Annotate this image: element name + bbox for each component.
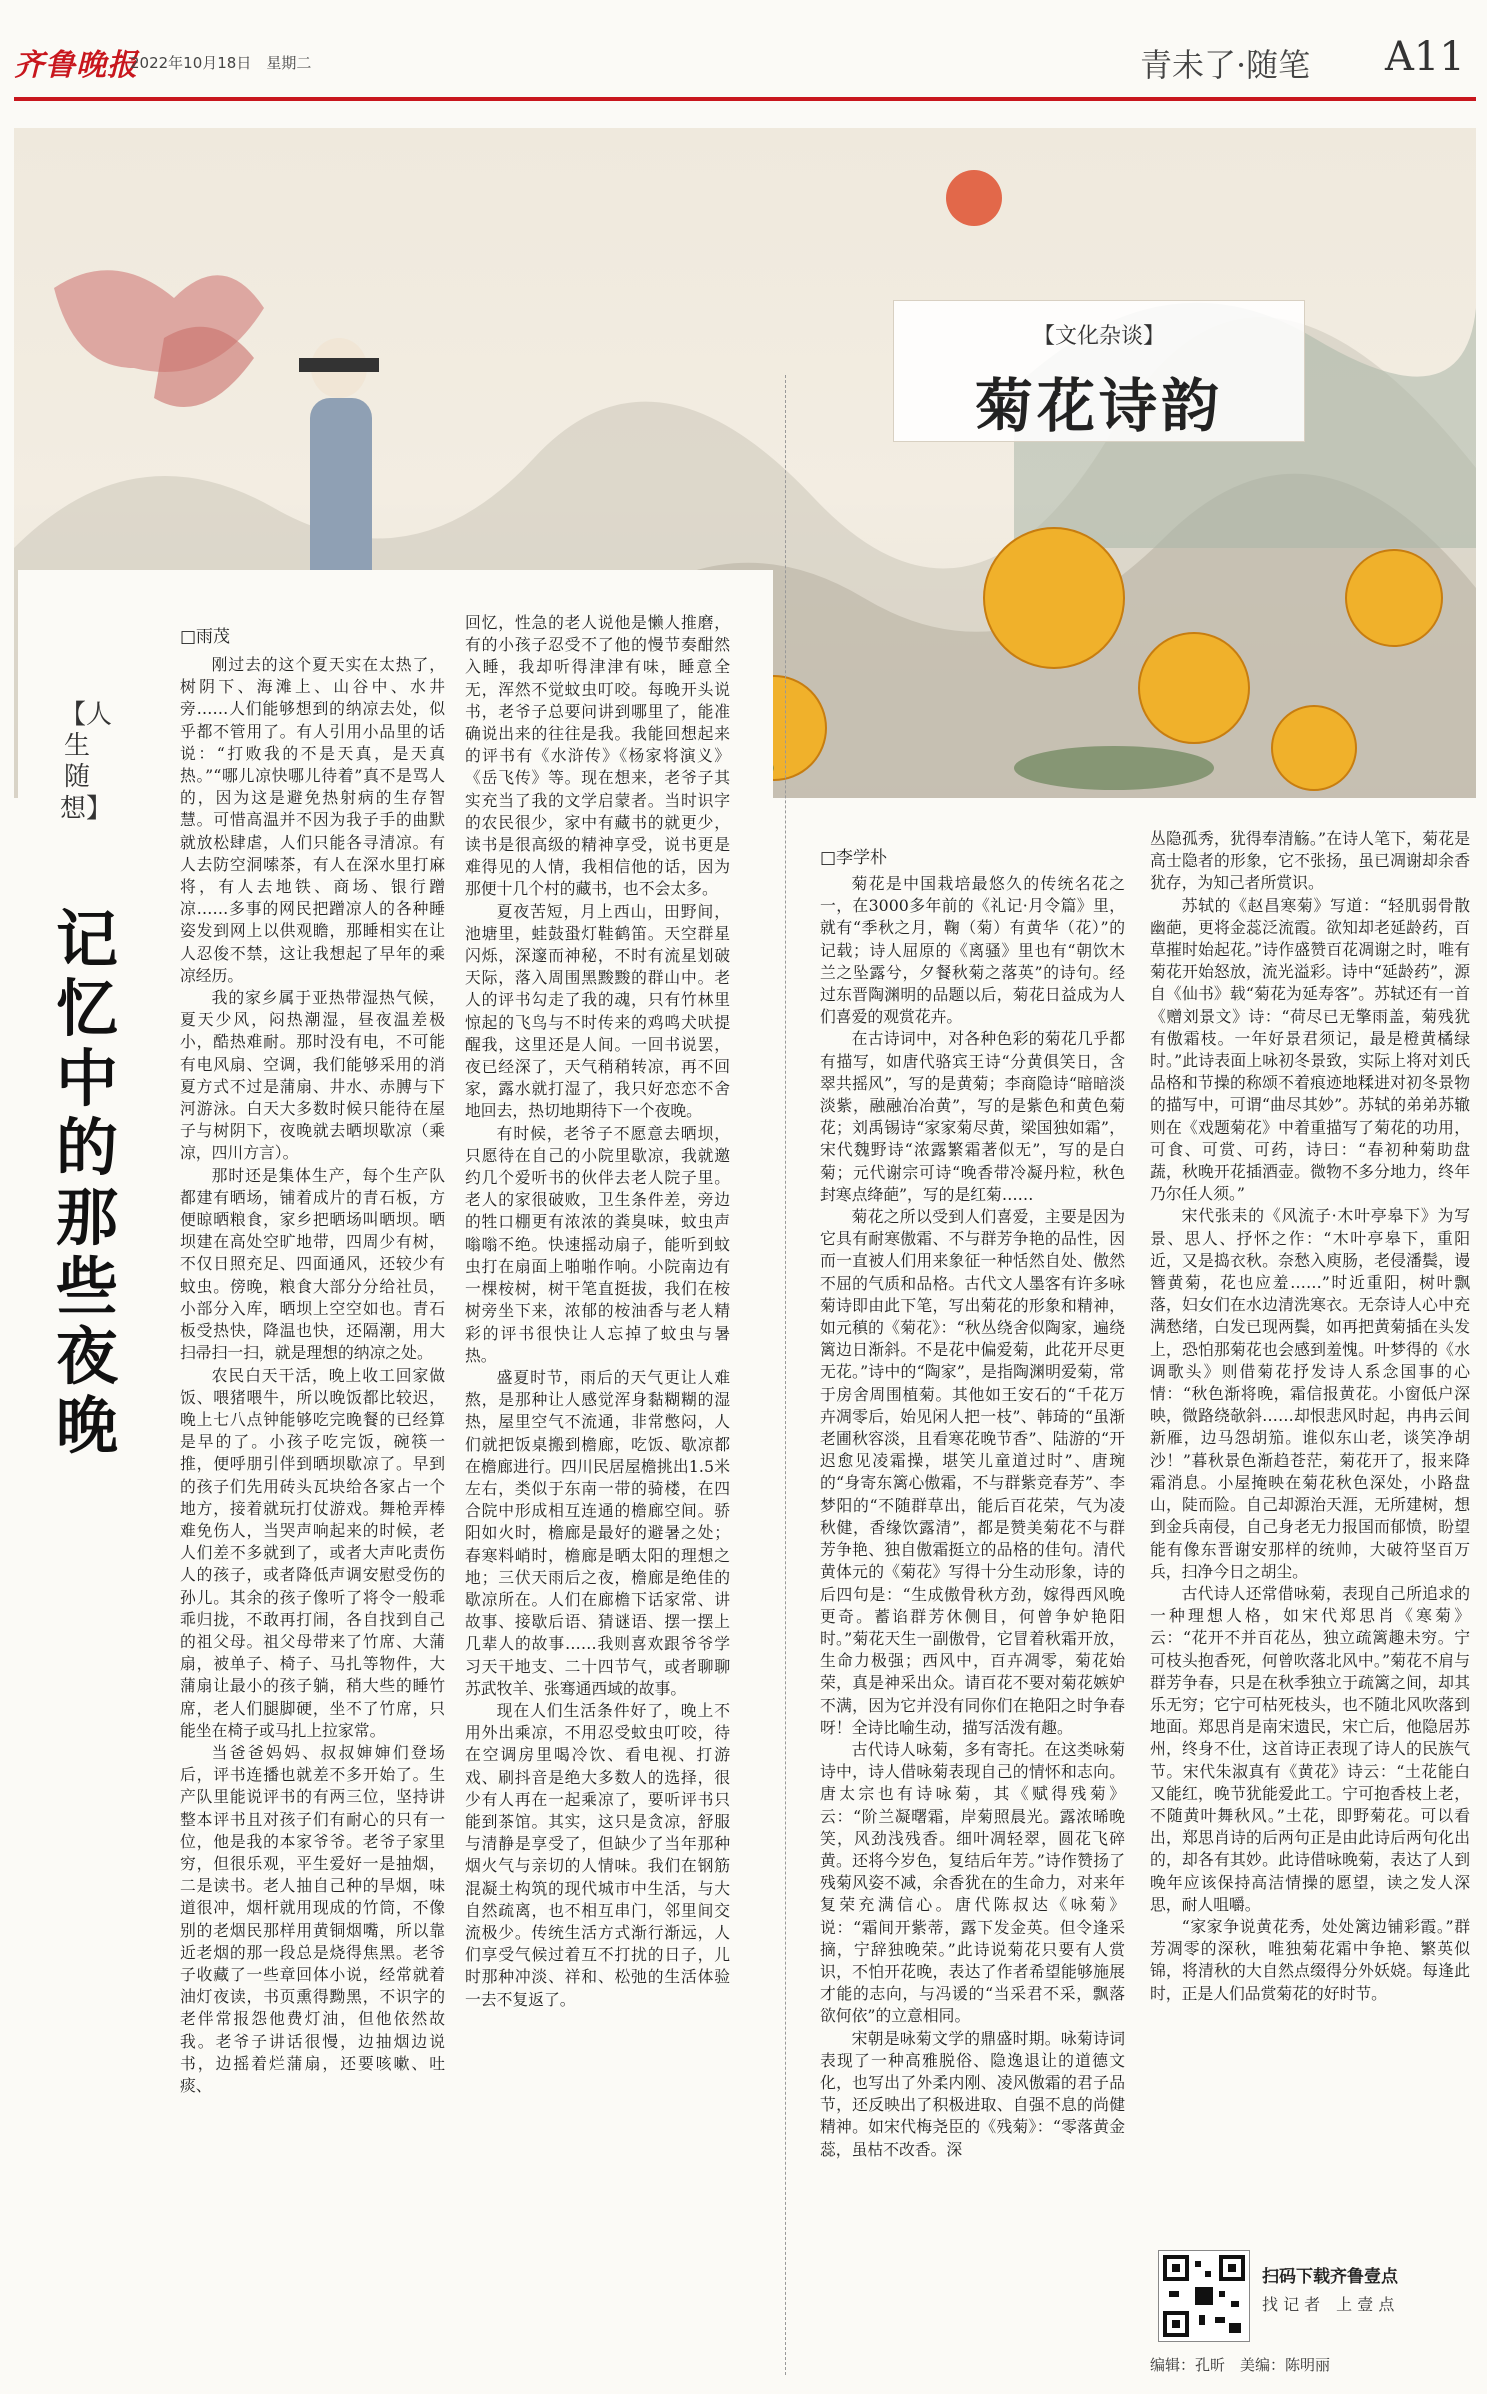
paragraph: 宋代张耒的《风流子·木叶亭皋下》为写景、思人、抒怀之作：“木叶亭皋下，重阳近，又是捣衣秋。奈愁入庾肠，老侵潘鬓，谩簪黄菊，花也应羞……”时近重阳，树叶飘落，妇女们在水边清洗寒衣。无奈诗人心中充满愁绪，白发已现两鬓，如再把黄菊插在头发上，恐怕那菊花也会感到羞愧。叶梦得的《水调歌头》则借菊花抒发诗人系念国事的心情：“秋色渐将晚，霜信报黄花。小窗低户深映，微路绕欹斜……却恨悲风时起，冉冉云间新雁，边马怨胡笳。谁似东山老，谈笑净胡沙！”暮秋景色渐趋苍茫，菊花开了，报来降霜消息。小屋掩映在菊花秋色深处，小路盘山，陡而险。自己却源治天涯，无所建树，想到金兵南侵，自己身老无力报国而郁愤，盼望能有像东晋谢安那样的统帅，大破符坚百万兵，扫净今日之胡尘。 [1150, 1206, 1470, 1581]
editor-credits: 编辑：孔昕 美编：陈明丽 [1150, 2356, 1331, 2374]
header-rule [14, 97, 1476, 101]
section-name: 青未了·随笔 [1140, 46, 1311, 84]
qr-subcaption: 找 记 者 上 壹 点 [1262, 2295, 1395, 2314]
side-headline: 记忆中的那些夜晚 [55, 903, 118, 1463]
paragraph: 苏轼的《赵昌寒菊》写道：“轻肌弱骨散幽葩，更将金蕊泛流霞。欲知却老延龄药，百草摧时始起花。”诗作盛赞百花凋谢之时，唯有菊花开始怒放，流光溢彩。诗中“延龄药”，源自《仙书》载“菊花为延寿客”。苏轼还有一首《赠刘景文》诗：“荷尽已无擎雨盖，菊残犹有傲霜枝。一年好景君须记，最是橙黄橘绿时。”此诗表面上咏初冬景致，实际上将对刘氏品格和节操的称颂不着痕迹地糅进对初冬景物的描写中，可谓“曲尽其妙”。苏轼的弟弟苏辙则在《戏题菊花》中着重描写了菊花的功用，可食、可赏、可药，诗曰：“春初种菊助盘蔬，秋晚开花插酒壶。微物不多分地力，终年乃尔任人须。” [1150, 895, 1470, 1204]
issue-date: 2022年10月18日 星期二 [130, 54, 312, 72]
paragraph: 我的家乡属于亚热带湿热气候，夏天少风，闷热潮湿，昼夜温差极小，酷热难耐。那时没有电，不可能有电风扇、空调，我们能够采用的消夏方式不过是蒲扇、井水、赤膊与下河游泳。白天大多数时候只能待在屋子与树阴下，夜晚就去晒坝歇凉（乘凉，四川方言）。 [180, 988, 445, 1163]
paragraph: “家家争说黄花秀，处处篱边铺彩霞。”群芳凋零的深秋，唯独菊花霜中争艳、繁英似锦，将清秋的大自然点缀得分外妖娆。每逢此时，正是人们品赏菊花的好时节。 [1150, 1916, 1470, 2003]
paragraph: 菊花是中国栽培最悠久的传统名花之一，在3000多年前的《礼记·月令篇》里，就有“季秋之月，鞠（菊）有黄华（花）”的记载；诗人屈原的《离骚》里也有“朝饮木兰之坠露兮，夕餐秋菊之落英”的诗句。经过东晋陶渊明的品题以后，菊花日益成为人们喜爱的观赏花卉。 [820, 874, 1125, 1027]
page-number: A11 [1385, 34, 1465, 80]
paragraph: 古代诗人咏菊，多有寄托。在这类咏菊诗中，诗人借咏菊表现自己的情怀和志向。唐太宗也有诗咏菊，其《赋得残菊》云：“阶兰凝曙霜，岸菊照晨光。露浓晞晚笑，风劲浅残香。细叶凋轻翠，圆花飞碎黄。还将今岁色，复结后年芳。”诗作赞扬了残菊风姿不减，余香犹在的生命力，对来年复荣充满信心。唐代陈叔达《咏菊》说：“霜间开紫蒂，露下发金英。但令逢采摘，宁辞独晚荣。”此诗说菊花只要有人赏识，不怕开花晚，表达了作者希望能够施展才能的志向，与冯谖的“当采君不采，飘落欲何依”的立意相同。 [820, 1739, 1125, 2026]
side-byline: □雨茂 [180, 627, 231, 647]
paragraph: 盛夏时节，雨后的天气更让人难熬，是那种让人感觉浑身黏糊糊的湿热，屋里空气不流通，非常憋闷，人们就把饭桌搬到檐廊，吃饭、歇凉都在檐廊进行。四川民居屋檐挑出1.5米左右，类似于东南一带的骑楼，在四合院中形成相互连通的檐廊空间。骄阳如火时，檐廊是最好的避暑之处；春寒料峭时，檐廊是晒太阳的理想之地；三伏天雨后之夜，檐廊是绝佳的歇凉所在。人们在廊檐下话家常、讲故事、接歇后语、猜谜语、摆一摆上几辈人的故事……我则喜欢跟爷爷学习天干地支、二十四节气，或者聊聊苏武牧羊、张骞通西域的故事。 [465, 1367, 730, 1698]
feature-column-tag: 【文化杂谈】 [1032, 324, 1165, 349]
column-divider [785, 375, 787, 2375]
paragraph: 有时候，老爷子不愿意去晒坝，只愿待在自己的小院里歇凉，我就邀约几个爱听书的伙伴去老人院子里。老人的家很破败，卫生条件差，旁边的牲口棚更有浓浓的粪臭味，蚊虫声嗡嗡不绝。快速摇动扇子，能听到蚊虫打在扇面上啪啪作响。小院南边有一棵桉树，树干笔直挺拔，我们在桉树旁坐下来，浓郁的桉油香与老人精彩的评书很快让人忘掉了蚊虫与暑热。 [465, 1123, 730, 1365]
side-column-tag: 【人生随想】 [60, 700, 113, 824]
paragraph: 那时还是集体生产，每个生产队都建有晒场，铺着成片的青石板，方便晾晒粮食，家乡把晒场叫晒坝。晒坝建在高处空旷地带，四周少有树，不仅日照充足、四面通风，还较少有蚊虫。傍晚，粮食大部分分给社员，小部分入库，晒坝上空空如也。青石板受热快，降温也快，还隔潮，用大扫帚扫一扫，就是理想的纳凉之处。 [180, 1165, 445, 1363]
feature-title-card [893, 300, 1305, 442]
paragraph: 宋朝是咏菊文学的鼎盛时期。咏菊诗词表现了一种高雅脱俗、隐逸退让的道德文化，也写出了外柔内刚、凌风傲霜的君子品节，还反映出了积极进取、自强不息的尚健精神。如宋代梅尧臣的《残菊》：“零落黄金蕊，虽枯不改香。深 [820, 2028, 1125, 2159]
masthead-logo: 齐鲁晚报 [14, 48, 138, 83]
feature-byline: □李学朴 [820, 848, 888, 868]
qr-pattern [1159, 2251, 1249, 2341]
feature-article-column-1 [820, 873, 1125, 2376]
feature-headline: 菊花诗韵 [974, 372, 1223, 440]
paragraph: 夏夜苦短，月上西山，田野间，池塘里，蛙鼓蛩灯鞋鹤笛。天空群星闪烁，深邃而神秘，不时有流星划破天际，落入周围黑黢黢的群山中。老人的评书勾走了我的魂，只有竹林里惊起的飞鸟与不时传来的鸡鸣犬吠提醒我，这里还是人间。一回书说罢，夜已经深了，天气稍稍转凉，再不回家，露水就打湿了，我只好恋恋不舍地回去，热切地期待下一个夜晚。 [465, 901, 730, 1121]
paragraph: 现在人们生活条件好了，晚上不用外出乘凉，不用忍受蚊虫叮咬，待在空调房里喝冷饮、看电视、打游戏、刷抖音是绝大多数人的选择，很少有人再在一起乘凉了，要听评书只能到茶馆。其实，这只是贪凉，舒服与清静是享受了，但缺少了当年那种烟火气与亲切的人情味。我们在钢筋混凝土构筑的现代城市中生活，与大自然疏离，也不相互串门，邻里间交流极少。传统生活方式渐行渐远，人们享受气候过着互不打扰的日子，儿时那种冲淡、祥和、松弛的生活体验一去不复返了。 [465, 1700, 730, 2009]
paragraph: 回忆，性急的老人说他是懒人推磨，有的小孩子忍受不了他的慢节奏酣然入睡，我却听得津津有味，睡意全无，浑然不觉蚊虫叮咬。每晚开头说书，老爷子总要问讲到哪里了，能准确说出来的往往是我。我能回想起来的评书有《水浒传》《杨家将演义》《岳飞传》等。现在想来，老爷子其实充当了我的文学启蒙者。当时识字的农民很少，家中有藏书的就更少，读书是很高级的精神享受，说书更是难得见的人情，我相信他的话，因为那便十几个村的藏书，也不会太多。 [465, 613, 730, 899]
paragraph: 菊花之所以受到人们喜爱，主要是因为它具有耐寒傲霜、不与群芳争艳的品性，因而一直被人们用来象征一种恬然自处、傲然不屈的气质和品格。古代文人墨客有许多咏菊诗即由此下笔，写出菊花的形象和精神，如元稹的《菊花》：“秋丛绕舍似陶家，遍绕篱边日渐斜。不是花中偏爱菊，此花开尽更无花。”诗中的“陶家”，是指陶渊明爱菊，常于房舍周围植菊。其他如王安石的“千花万卉凋零后，始见闲人把一枝”、韩琦的“虽渐老圃秋容淡，且看寒花晚节香”、陆游的“开迟愈见凌霜操，堪笑儿童道过时”、唐琬的“身寄东篱心傲霜，不与群紫竞春芳”、李梦阳的“不随群草出，能后百花荣，气为凌秋健，香缘饮露清”，都是赞美菊花不与群芳争艳、独自傲霜挺立的品格的佳句。清代黄体元的《菊花》写得十分生动形象，诗的后四句是：“生成傲骨秋方劲，嫁得西风晚更奇。蓄谄群芳休侧目，何曾争妒艳阳时。”菊花天生一副傲骨，它冒着秋霜开放，生命力极强；西风中，百卉凋零，菊花始荣，真是神采出众。请百花不要对菊花嫉妒不满，因为它并没有同你们在艳阳之时争春呀！全诗比喻生动，描写活泼有趣。 [820, 1207, 1125, 1737]
side-article-column-1 [180, 654, 445, 2376]
paragraph: 古代诗人还常借咏菊，表现自己所追求的一种理想人格，如宋代郑思肖《寒菊》云：“花开不并百花丛，独立疏篱趣未穷。宁可枝头抱香死，何曾吹落北风中。”菊花不肩与群芳争春，只是在秋季独立于疏篱之间，却其乐无穷；它宁可枯死枝头，也不随北风吹落到地面。郑思肖是南宋遗民，宋亡后，他隐居苏州，终身不仕，这首诗正表现了诗人的民族气节。宋代朱淑真有《黄花》诗云：“土花能白又能红，晚节犹能爱此工。宁可抱香枝上老，不随黄叶舞秋风。”土花，即野菊花。可以看出，郑思肖诗的后两句正是由此诗后两句化出的，却各有其妙。此诗借咏晚菊，表达了人到晚年应该保持高洁情操的愿望，读之发人深思，耐人咀嚼。 [1150, 1583, 1470, 1914]
side-article-column-2 [465, 612, 730, 2376]
qr-caption: 扫码下载齐鲁壹点 [1262, 2267, 1398, 2287]
feature-article-column-2 [1150, 828, 1470, 2168]
paragraph: 农民白天干活，晚上收工回家做饭、喂猪喂牛，所以晚饭都比较迟，晚上七八点钟能够吃完晚餐的已经算是早的了。小孩子吃完饭，碗筷一推，便呼朋引伴到晒坝歇凉了。早到的孩子们先用砖头瓦块给各家占一个地方，接着就玩打仗游戏。舞枪弄棒难免伤人，当哭声响起来的时候，老人们差不多就到了，或者大声叱责伤人的孩子，或者降低声调安慰受伤的孙儿。其余的孩子像听了将令一般乖乖归拢，不敢再打闹，各自找到自己的祖父母。祖父母带来了竹席、大蒲扇，被单子、椅子、马扎等物件，大蒲扇让最小的孩子躺，稍大些的睡竹席，老人们腿脚硬，坐不了竹席，只能坐在椅子或马扎上拉家常。 [180, 1365, 445, 1740]
qr-code-icon[interactable] [1158, 2250, 1250, 2342]
paragraph: 在古诗词中，对各种色彩的菊花几乎都有描写，如唐代骆宾王诗“分黄俱笑日，含翠共摇风”，写的是黄菊；李商隐诗“暗暗淡淡紫，融融冶冶黄”，写的是紫色和黄色菊花；刘禹锡诗“家家菊尽黄，梁国独如霜”，宋代魏野诗“浓露繁霜著似无”，写的是白菊；元代谢宗可诗“晚香带冷凝丹粒，秋色封寒点绛葩”，写的是红菊…… [820, 1029, 1125, 1204]
paragraph: 丛隐孤秀，犹得奉清觞。”在诗人笔下，菊花是高士隐者的形象，它不张扬，虽已凋谢却余香犹存，为知己者所赏识。 [1150, 829, 1470, 893]
paragraph: 当爸爸妈妈、叔叔婶婶们登场后，评书连播也就差不多开始了。生产队里能说评书的有两三位，坚持讲整本评书且对孩子们有耐心的只有一位，他是我的本家爷爷。老爷子家里穷，但很乐观，平生爱好一是抽烟，二是读书。老人抽自己种的旱烟，味道很冲，烟杆就用现成的竹筒，不像别的老烟民那样用黄铜烟嘴，所以靠近老烟的那一段总是烧得焦黑。老爷子收藏了一些章回体小说，经常就着油灯夜读，书页熏得黝黑，不识字的老伴常报怨他费灯油，但他依然故我。老爷子讲话很慢，边抽烟边说书，边摇着烂蒲扇，还要咳嗽、吐痰、 [180, 1742, 445, 2095]
paragraph: 刚过去的这个夏天实在太热了，树阴下、海滩上、山谷中、水井旁……人们能够想到的纳凉去处，似乎都不管用了。有人引用小品里的话说：“打败我的不是天真，是天真热。”“哪儿凉快哪儿待着”真不是骂人的，因为这是避免热射病的生存智慧。可惜高温并不因为我子手的曲默就放松肆虐，人们只能各寻清凉。有人去防空洞嗦茶，有人在深水里打麻将，有人去地铁、商场、银行蹭凉……多事的网民把蹭凉人的各种睡姿发到网上以供观瞻，那睡相实在让人忍俊不禁，这让我想起了早年的乘凉经历。 [180, 655, 445, 985]
